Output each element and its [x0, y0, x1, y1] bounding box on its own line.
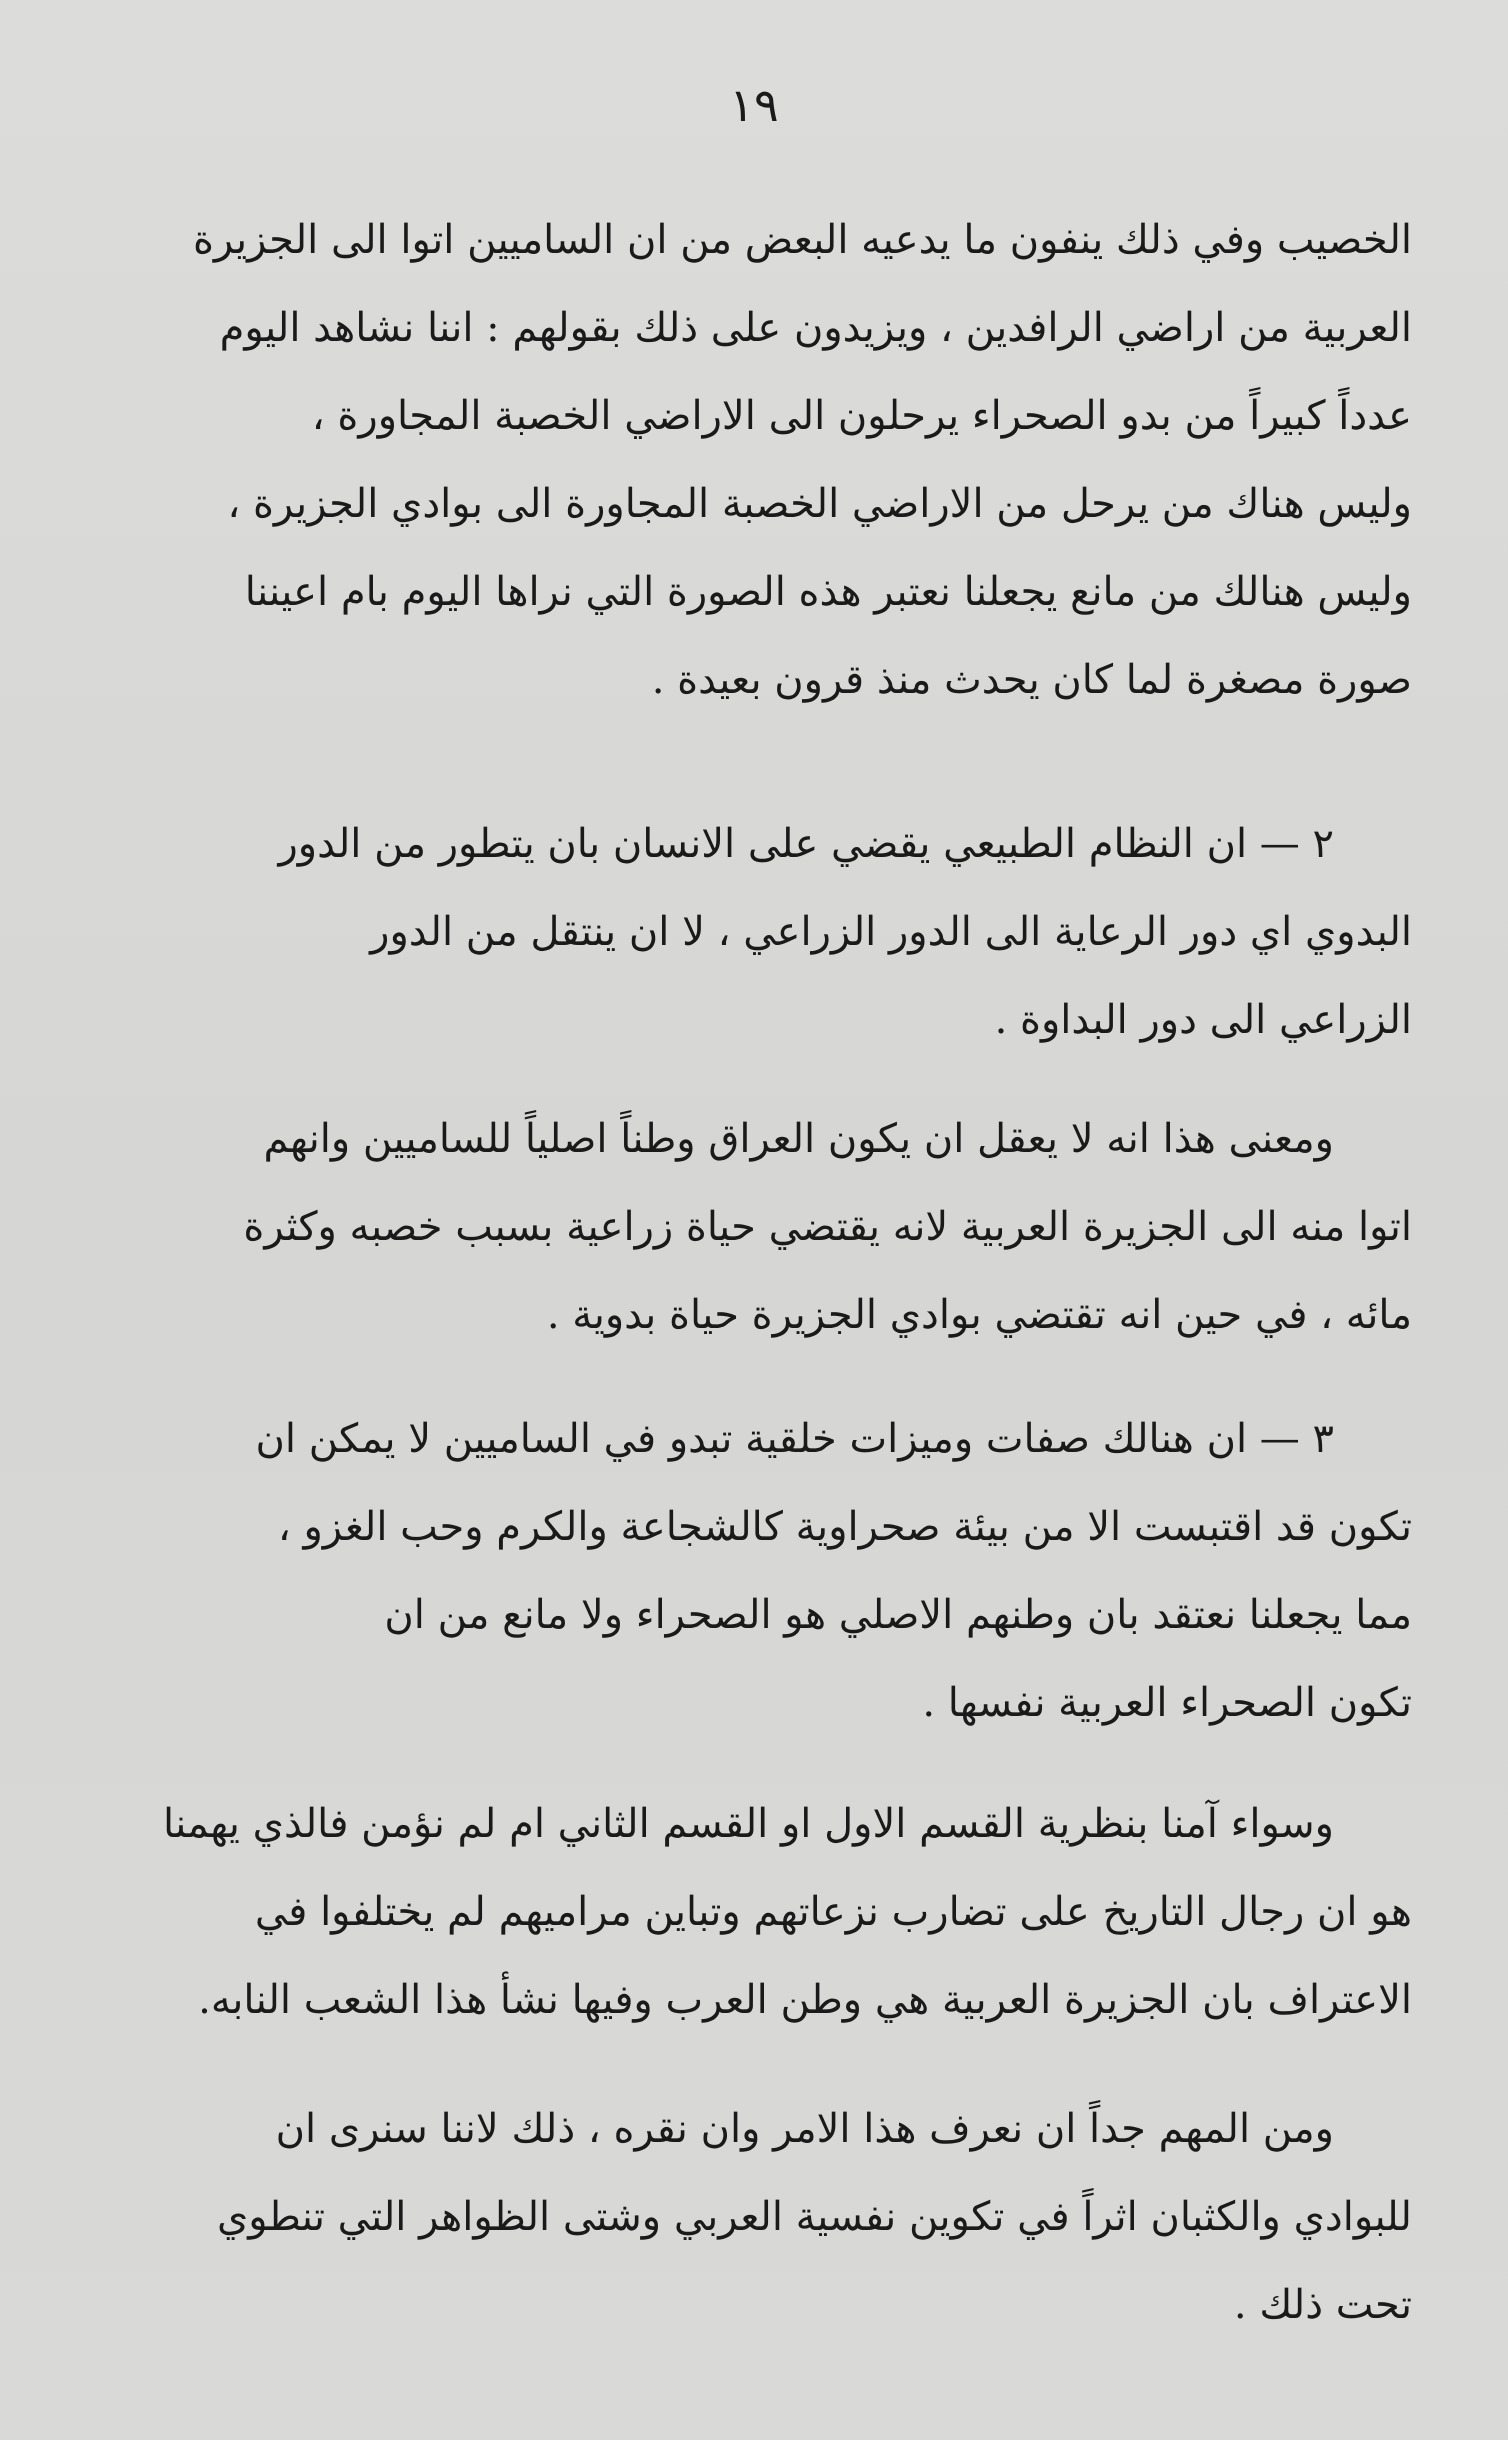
text-line: ومن المهم جداً ان نعرف هذا الامر وان نقره ، ذلك لاننا سنرى ان — [275, 2106, 1334, 2152]
text-line: الاعتراف بان الجزيرة العربية هي وطن العرب وفيها نشأ هذا الشعب النابه. — [198, 1977, 1412, 2023]
text-line: مائه ، في حين انه تقتضي بوادي الجزيرة حياة بدوية . — [546, 1292, 1412, 1338]
paragraph-6 — [92, 2085, 1412, 2349]
text-line: تكون الصحراء العربية نفسها . — [922, 1680, 1412, 1726]
text-line: هو ان رجال التاريخ على تضارب نزعاتهم وتباين مراميهم لم يختلفوا في — [254, 1889, 1412, 1935]
text-line: الزراعي الى دور البداوة . — [994, 997, 1412, 1043]
text-line: ٣ — ان هنالك صفات وميزات خلقية تبدو في الساميين لا يمكن ان — [255, 1416, 1334, 1462]
page-number: ١٩ — [729, 78, 779, 132]
text-line: مما يجعلنا نعتقد بان وطنهم الاصلي هو الصحراء ولا مانع من ان — [384, 1592, 1412, 1638]
text-line: عدداً كبيراً من بدو الصحراء يرحلون الى الاراضي الخصبة المجاورة ، — [311, 393, 1412, 439]
text-line: صورة مصغرة لما كان يحدث منذ قرون بعيدة . — [651, 657, 1412, 703]
paragraph-5 — [92, 1780, 1412, 2044]
text-line: العربية من اراضي الرافدين ، ويزيدون على ذلك بقولهم : اننا نشاهد اليوم — [219, 305, 1412, 351]
text-line: وسواء آمنا بنظرية القسم الاول او القسم الثاني ام لم نؤمن فالذي يهمنا — [162, 1801, 1334, 1847]
text-line: تحت ذلك . — [1233, 2282, 1412, 2328]
text-line: للبوادي والكثبان اثراً في تكوين نفسية العربي وشتى الظواهر التي تنطوي — [216, 2194, 1412, 2240]
text-line: تكون قد اقتبست الا من بيئة صحراوية كالشجاعة والكرم وحب الغزو ، — [277, 1504, 1412, 1550]
paragraph-2 — [92, 800, 1412, 1064]
text-line: اتوا منه الى الجزيرة العربية لانه يقتضي حياة زراعية بسبب خصبه وكثرة — [243, 1204, 1412, 1250]
text-line: ٢ — ان النظام الطبيعي يقضي على الانسان بان يتطور من الدور — [278, 821, 1334, 867]
text-line: وليس هنالك من مانع يجعلنا نعتبر هذه الصورة التي نراها اليوم بام اعيننا — [244, 569, 1412, 615]
text-line: وليس هناك من يرحل من الاراضي الخصبة المجاورة الى بوادي الجزيرة ، — [227, 481, 1412, 527]
text-line: البدوي اي دور الرعاية الى الدور الزراعي ، لا ان ينتقل من الدور — [370, 909, 1412, 955]
paragraph-1 — [92, 196, 1412, 724]
paragraph-3 — [92, 1095, 1412, 1359]
text-line: الخصيب وفي ذلك ينفون ما يدعيه البعض من ان الساميين اتوا الى الجزيرة — [192, 217, 1412, 263]
text-line: ومعنى هذا انه لا يعقل ان يكون العراق وطناً اصلياً للساميين وانهم — [263, 1116, 1334, 1162]
paragraph-4 — [92, 1395, 1412, 1747]
